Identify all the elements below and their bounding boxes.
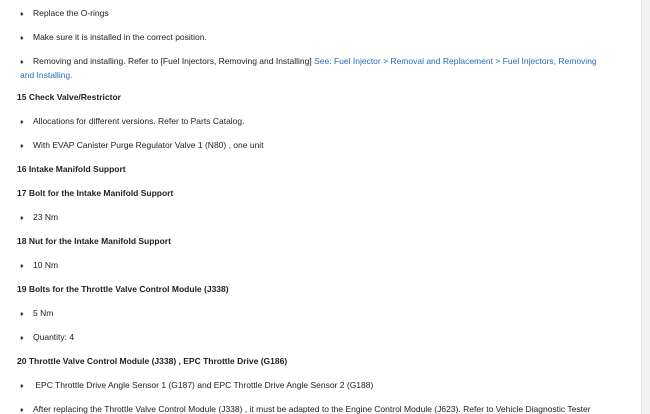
diamond-bullet-icon: ♦ (20, 407, 24, 414)
list-item (20, 259, 610, 273)
list-item (20, 55, 610, 81)
list-item-text: Quantity: 4 (33, 332, 75, 342)
diamond-bullet-icon: ♦ (20, 383, 24, 390)
diamond-bullet-icon: ♦ (20, 143, 24, 150)
diamond-bullet-icon: ♦ (20, 59, 24, 66)
diamond-bullet-icon: ♦ (20, 311, 24, 318)
list-item (20, 331, 610, 345)
list-item (20, 379, 610, 393)
list-item (20, 211, 610, 225)
list-item (20, 139, 610, 153)
diamond-bullet-icon: ♦ (20, 11, 24, 18)
diamond-bullet-icon: ♦ (20, 263, 24, 270)
list-item-text: 23 Nm (33, 212, 59, 222)
list-item (20, 115, 610, 129)
list-item-text: With EVAP Canister Purge Regulator Valve 1 (N80) , one unit (33, 140, 264, 150)
list-item-text: Make sure it is installed in the correct position. (33, 32, 207, 42)
list-item-text: 10 Nm (33, 260, 59, 270)
list-item (20, 31, 610, 45)
diamond-bullet-icon: ♦ (20, 215, 24, 222)
list-item-text: EPC Throttle Drive Angle Sensor 1 (G187) and EPC Throttle Drive Angle Sensor 2 (G188) (33, 380, 374, 390)
list-item-text: Allocations for different versions. Refer to Parts Catalog. (33, 116, 245, 126)
section-heading: 20 Throttle Valve Control Module (J338) , EPC Throttle Drive (G186) (17, 356, 288, 366)
list-item (20, 403, 610, 414)
vertical-scrollbar[interactable] (641, 0, 650, 414)
diamond-bullet-icon: ♦ (20, 119, 24, 126)
cross-reference-link[interactable]: See: Fuel Injector > Removal and Replacement > Fuel Injectors, Removing and Installing. (20, 56, 597, 80)
list-item (20, 307, 610, 321)
section-heading: 18 Nut for the Intake Manifold Support (17, 236, 171, 246)
list-item-text: Replace the O-rings (33, 8, 109, 18)
list-item-text: 5 Nm (33, 308, 54, 318)
list-item (20, 7, 610, 21)
list-item-text: Removing and installing. Refer to [Fuel Injectors, Removing and Installing] (33, 56, 315, 66)
diamond-bullet-icon: ♦ (20, 35, 24, 42)
section-heading: 19 Bolts for the Throttle Valve Control Module (J338) (17, 284, 229, 294)
diamond-bullet-icon: ♦ (20, 335, 24, 342)
section-heading: 17 Bolt for the Intake Manifold Support (17, 188, 174, 198)
list-item-text: After replacing the Throttle Valve Control Module (J338) , it must be adapted to the Engine Control Module (J623). Refer to Vehicle Diagnostic Tester (33, 404, 591, 414)
section-heading: 15 Check Valve/Restrictor (17, 92, 121, 102)
section-heading: 16 Intake Manifold Support (17, 164, 126, 174)
